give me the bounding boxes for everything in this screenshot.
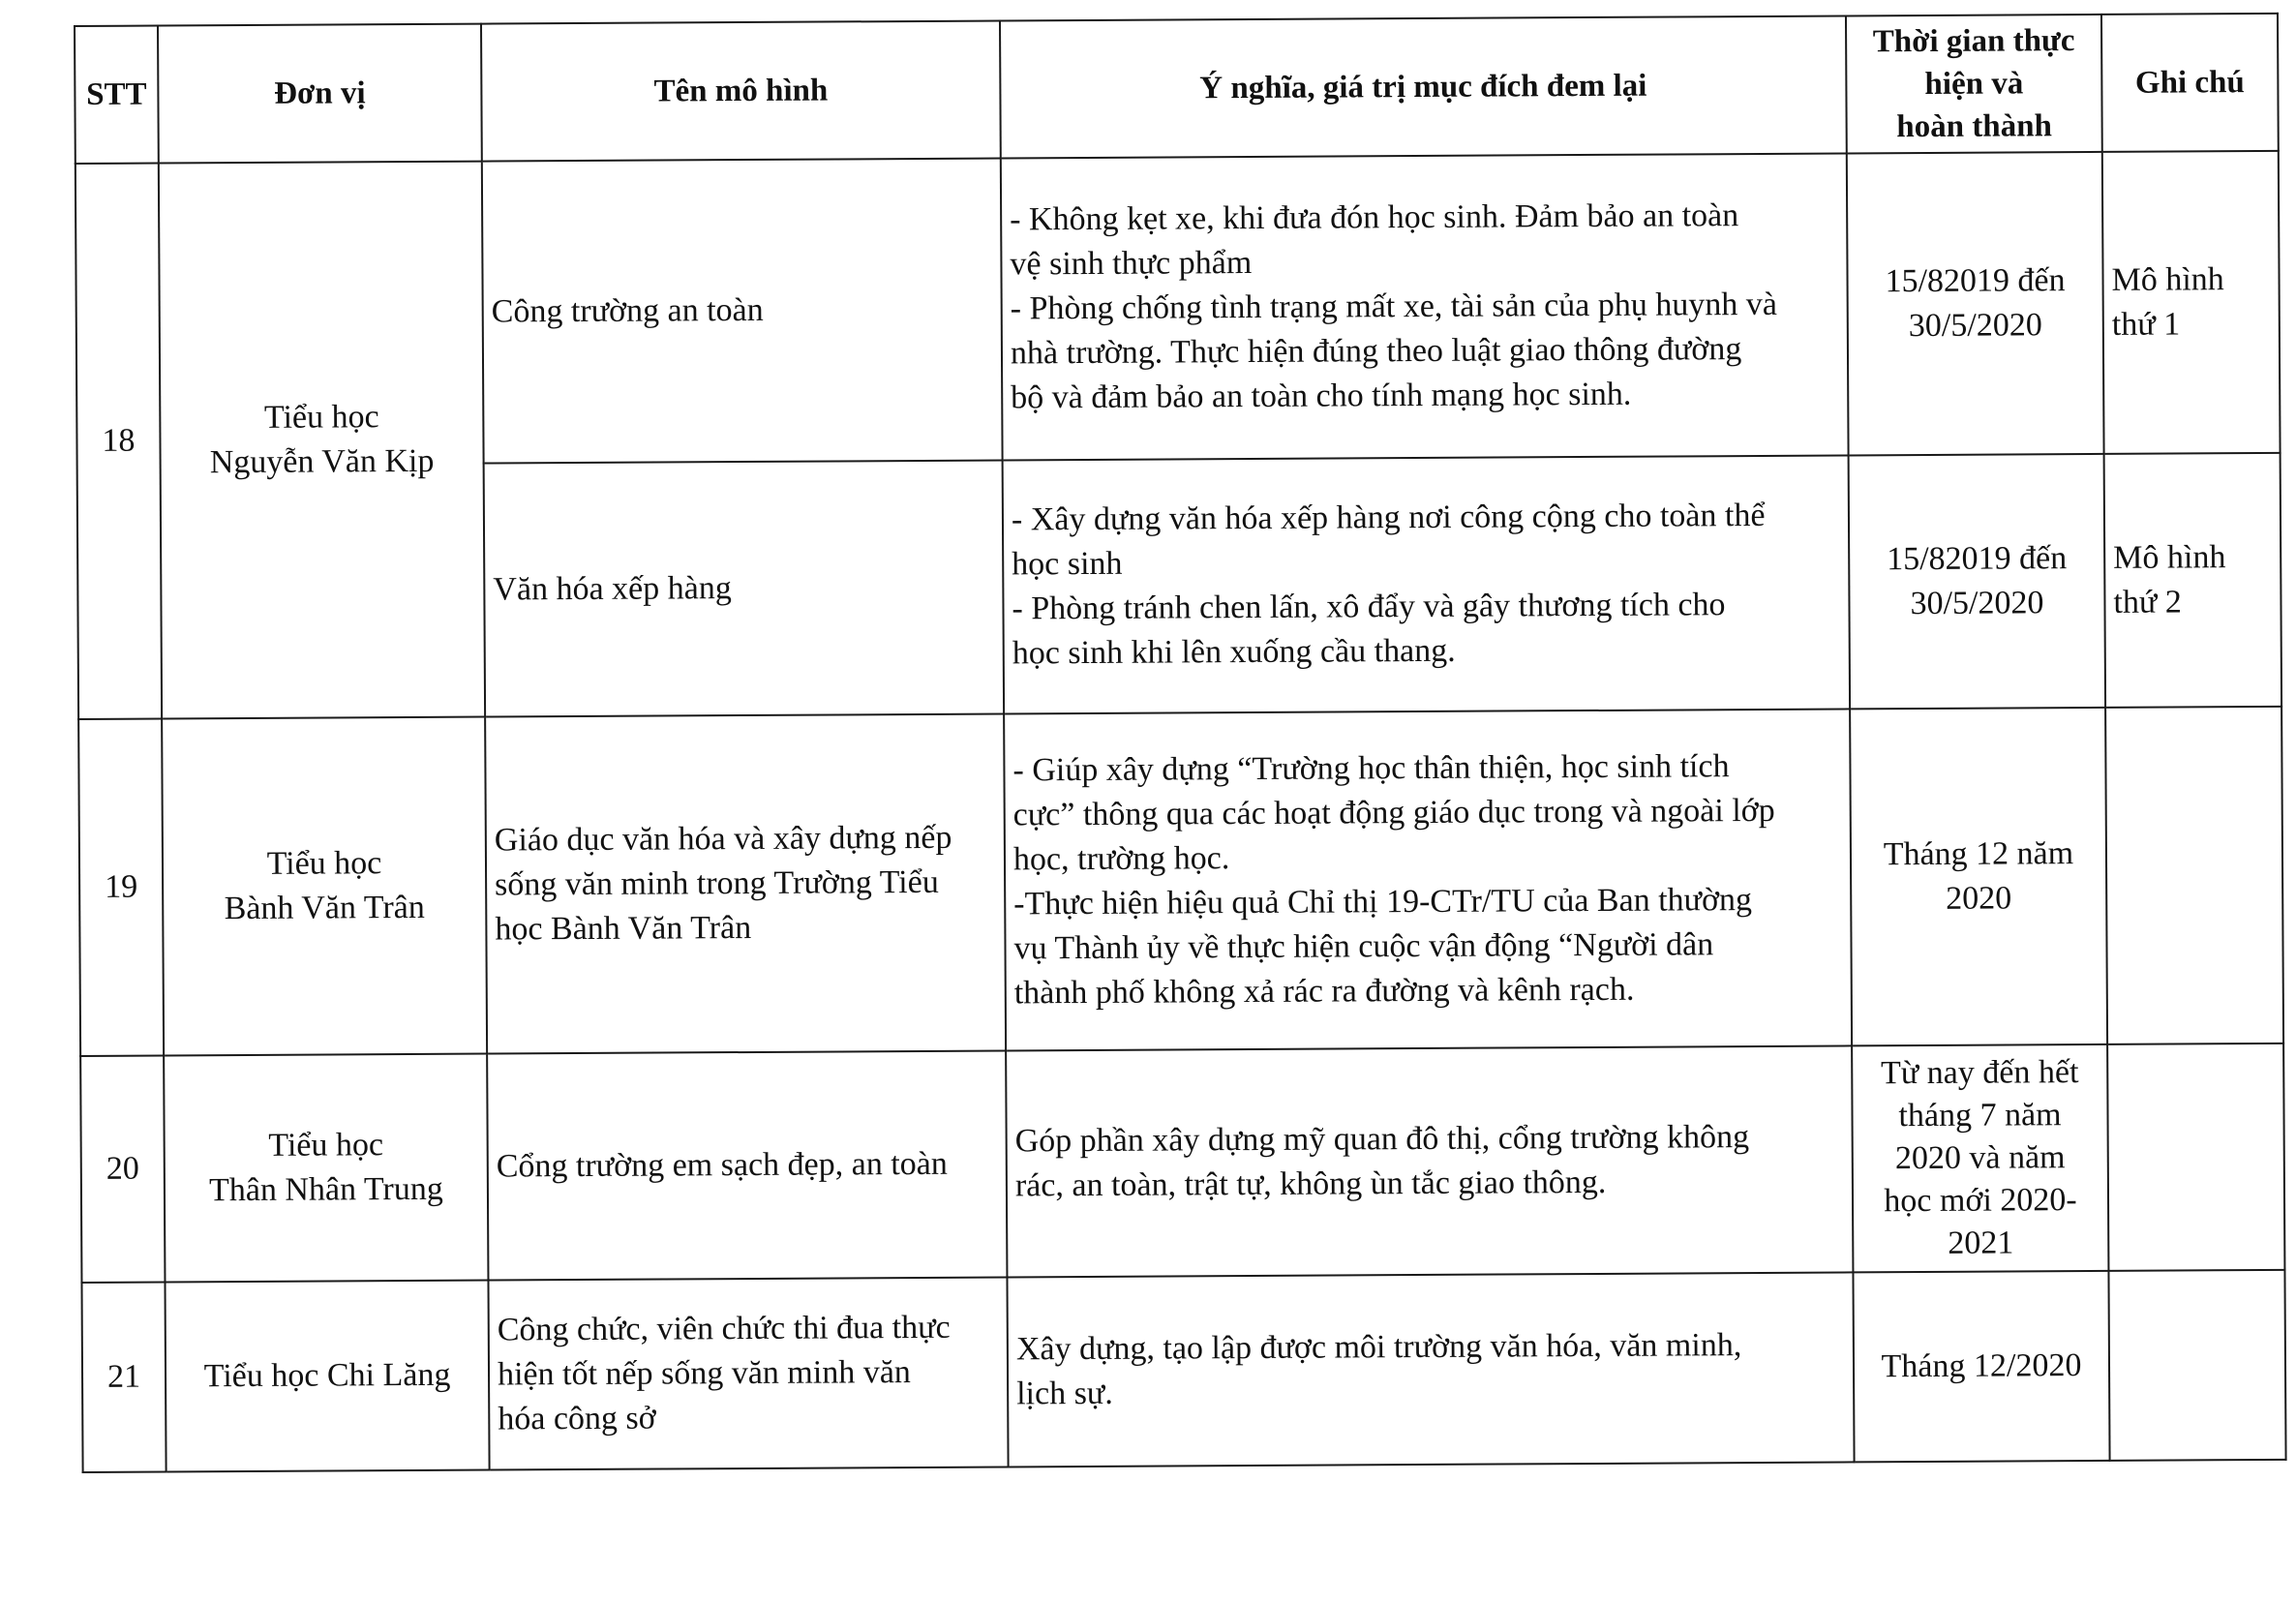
row-ghi-chu — [2108, 1270, 2285, 1461]
row-y-nghia: - Giúp xây dựng “Trường học thân thiện, học sinh tích cực” thông qua các hoạt động giáo dục trong và ngoài lớp học, trường học. -Thực hiện hiệu quả Chỉ thị 19-CTr/TU của Ban thường vụ Thành ủy về thực hiện cuộc vận động “Người dân thành phố không xả rác ra đường và kênh rạch. — [1004, 709, 1852, 1050]
document-page — [74, 13, 2285, 1473]
row-y-nghia: Góp phần xây dựng mỹ quan đô thị, cổng trường không rác, an toàn, trật tự, không ùn tắc giao thông. — [1006, 1045, 1853, 1277]
header-ghi-chu: Ghi chú — [2101, 14, 2279, 152]
row-don-vi: Tiểu học Nguyễn Văn Kịp — [159, 162, 485, 719]
table-row — [76, 151, 2281, 466]
row-thoi-gian: Từ nay đến hết tháng 7 năm 2020 và năm học mới 2020- 2021 — [1852, 1044, 2108, 1273]
header-stt: STT — [75, 25, 159, 163]
row-thoi-gian: Tháng 12/2020 — [1853, 1271, 2109, 1463]
row-ten-mo-hinh: Công chức, viên chức thi đua thực hiện tốt nếp sống văn minh văn hóa công sở — [488, 1277, 1008, 1469]
table-header-row — [75, 14, 2279, 164]
row-ghi-chu — [2105, 707, 2283, 1044]
models-table — [74, 13, 2287, 1473]
row-thoi-gian: Tháng 12 năm 2020 — [1850, 708, 2107, 1046]
row-ghi-chu: Mô hình thứ 1 — [2102, 151, 2281, 454]
row-stt: 20 — [80, 1055, 165, 1282]
header-thoi-gian: Thời gian thực hiện và hoàn thành — [1846, 15, 2102, 154]
header-ten-mo-hinh: Tên mô hình — [481, 20, 1001, 161]
row-stt: 18 — [76, 163, 162, 718]
header-don-vi: Đơn vị — [158, 24, 482, 164]
row-y-nghia: - Không kẹt xe, khi đưa đón học sinh. Đảm bảo an toàn vệ sinh thực phẩm - Phòng chống tình trạng mất xe, tài sản của phụ huynh và nhà trường. Thực hiện đúng theo luật giao thông đường bộ và đảm bảo an toàn cho tính mạng học sinh. — [1001, 153, 1849, 460]
row-stt: 21 — [81, 1282, 166, 1471]
row-ghi-chu: Mô hình thứ 2 — [2104, 453, 2282, 708]
row-ten-mo-hinh: Giáo dục văn hóa và xây dựng nếp sống văn minh trong Trường Tiểu học Bành Văn Trân — [485, 713, 1006, 1053]
header-y-nghia: Ý nghĩa, giá trị mục đích đem lại — [1000, 15, 1847, 158]
row-don-vi: Tiểu học Chi Lăng — [165, 1281, 489, 1472]
row-y-nghia: - Xây dựng văn hóa xếp hàng nơi công cộng cho toàn thể học sinh - Phòng tránh chen lấn, xô đẩy và gây thương tích cho học sinh khi lên xuống cầu thang. — [1003, 455, 1850, 713]
row-ghi-chu — [2107, 1043, 2284, 1271]
row-ten-mo-hinh: Cổng trường em sạch đẹp, an toàn — [487, 1050, 1007, 1280]
table-row — [80, 1043, 2284, 1283]
row-y-nghia: Xây dựng, tạo lập được môi trường văn hóa, văn minh, lịch sự. — [1007, 1272, 1854, 1467]
row-stt: 19 — [78, 718, 164, 1055]
row-don-vi: Tiểu học Thân Nhân Trung — [164, 1054, 488, 1283]
row-thoi-gian: 15/82019 đến 30/5/2020 — [1847, 152, 2104, 456]
row-thoi-gian: 15/82019 đến 30/5/2020 — [1849, 454, 2106, 710]
row-don-vi: Tiểu học Bành Văn Trân — [162, 717, 487, 1056]
table-row — [78, 707, 2283, 1056]
table-row — [81, 1270, 2285, 1472]
row-ten-mo-hinh: Văn hóa xếp hàng — [484, 460, 1005, 716]
row-ten-mo-hinh: Công trường an toàn — [482, 158, 1003, 463]
